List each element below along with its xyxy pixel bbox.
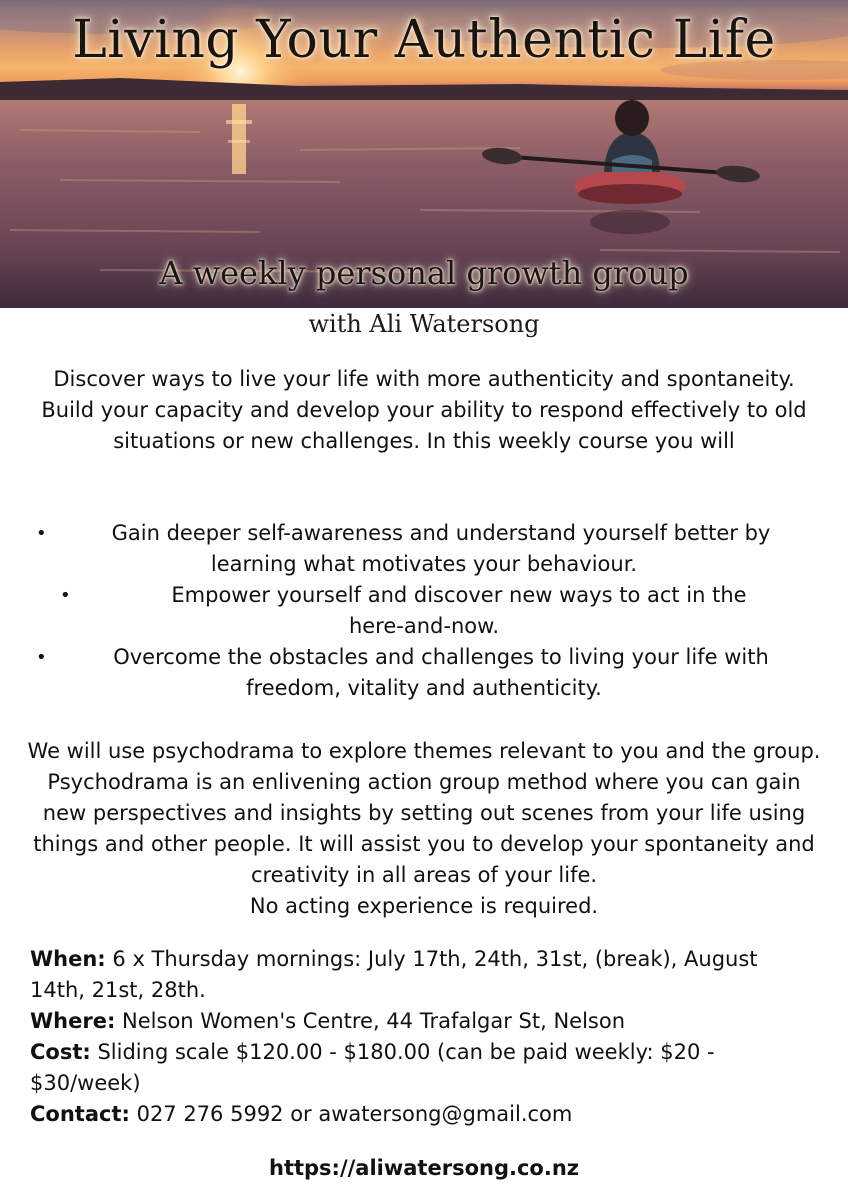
list-item-line: freedom, vitality and authenticity.: [246, 676, 602, 700]
list-item: [28, 580, 820, 642]
list-item: [28, 518, 820, 580]
website-link[interactable]: https://aliwatersong.co.nz: [269, 1156, 579, 1180]
list-item-line: Overcome the obstacles and challenges to living your life with: [113, 645, 769, 669]
when-row: [30, 944, 808, 1006]
when-label: When:: [30, 947, 106, 971]
facilitator-byline: with Ali Watersong: [308, 310, 540, 338]
where-label: Where:: [30, 1009, 116, 1033]
cost-row: [30, 1037, 808, 1099]
where-row: [30, 1006, 808, 1037]
page-subtitle: A weekly personal growth group: [159, 254, 689, 292]
list-item-line: here-and-now.: [348, 614, 500, 638]
method-paragraph: We will use psychodrama to explore themes relevant to you and the group. Psychodrama is an enlivening action group method where you can gain new perspectives and insights by setting out scenes from your life using things and other people. It will assist you to develop your spontaneity and creativity in all areas of your life.: [27, 739, 821, 887]
cost-value: Sliding scale $120.00 - $180.00 (can be paid weekly: $20 - $30/week): [30, 1040, 715, 1095]
list-item: [28, 642, 820, 704]
cost-label: Cost:: [30, 1040, 91, 1064]
method-note: No acting experience is required.: [249, 894, 599, 918]
list-item-line: learning what motivates your behaviour.: [210, 552, 638, 576]
event-details: [30, 944, 808, 1130]
where-value: Nelson Women's Centre, 44 Trafalgar St, Nelson: [122, 1009, 626, 1033]
list-item-line: Empower yourself and discover new ways to act in the: [171, 583, 747, 607]
intro-paragraph: Discover ways to live your life with more authenticity and spontaneity. Build your capacity and develop your ability to respond effectively to old situations or new challenges. In this weekly course you will: [41, 367, 807, 453]
bullet-icon: •: [36, 523, 47, 544]
contact-row: [30, 1099, 808, 1130]
when-value: 6 x Thursday mornings: July 17th, 24th, 31st, (break), August 14th, 21st, 28th.: [30, 947, 758, 1002]
bullet-icon: •: [36, 647, 47, 668]
page-title: Living Your Authentic Life: [72, 10, 776, 70]
hero-banner: [0, 0, 848, 308]
method-section: [24, 736, 824, 922]
list-item-line: Gain deeper self-awareness and understand yourself better by: [111, 521, 771, 545]
bullet-icon: •: [60, 585, 71, 606]
contact-label: Contact:: [30, 1102, 130, 1126]
contact-value[interactable]: 027 276 5992 or awatersong@gmail.com: [136, 1102, 573, 1126]
benefits-list: [28, 518, 820, 704]
